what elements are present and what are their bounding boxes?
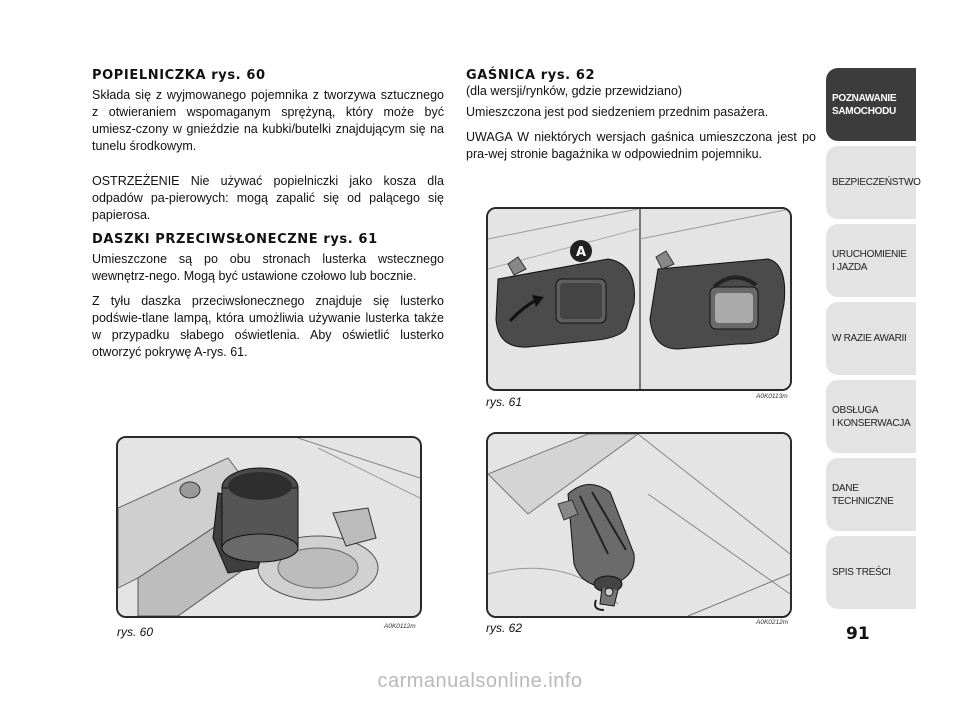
left-column [92, 68, 444, 369]
figure-60-ashtray [116, 436, 422, 618]
extinguisher-subtitle: (dla wersji/rynków, gdzie przewidziano) [466, 84, 683, 98]
figure-61-caption: rys. 61 [486, 395, 523, 409]
figure-60-code: A0K0112m [384, 623, 416, 630]
tab-spis-tresci[interactable]: SPIS TREŚCI [826, 536, 916, 609]
watermark: carmanualsonline.info [377, 670, 583, 692]
right-column [466, 68, 816, 171]
visors-text-1: Umieszczone są po obu stronach lusterka wstecznego wewnętrz-nego. Mogą być ustawione czołowo lub bocznie. [92, 252, 444, 283]
extinguisher-heading: GAŚNICA rys. 62 [466, 68, 596, 83]
tab-obsluga-i-konserwacja[interactable]: OBSŁUGA I KONSERWACJA [826, 380, 916, 453]
sun-visors-illustration [488, 209, 790, 389]
visors-text-2: Z tyłu daszka przeciwsłonecznego znajduje się lusterko podświe-tlane lampą, która umożliwia używanie lusterka także w przypadku słabego oświetlenia. Aby oświetlić lusterko otworzyć pokrywę A-rys. 61. [92, 294, 444, 359]
figure-62-caption: rys. 62 [486, 621, 523, 635]
page-number: 91 [846, 624, 870, 644]
extinguisher-illustration [488, 434, 790, 616]
marker-a: A [575, 245, 587, 260]
tab-uruchomienie-i-jazda[interactable]: URUCHOMIENIE I JAZDA [826, 224, 916, 297]
figure-62-extinguisher [486, 432, 792, 618]
extinguisher-text: Umieszczona jest pod siedzeniem przednim pasażera. [466, 105, 769, 119]
ashtray-heading: POPIELNICZKA rys. 60 [92, 68, 266, 83]
tab-dane-techniczne[interactable]: DANE TECHNICZNE [826, 458, 916, 531]
figure-60-caption: rys. 60 [117, 625, 154, 639]
section-tabs [826, 68, 921, 614]
ashtray-illustration [118, 438, 420, 616]
figure-61-code: A0K0113m [756, 393, 788, 400]
figure-61-sun-visors [486, 207, 792, 391]
figure-62-code: A0K0212m [756, 619, 789, 626]
ashtray-text: Składa się z wyjmowanego pojemnika z tworzywa sztucznego z otwieraniem wspomaganym sprężyną, który może być umiesz-czony w gnieździe na kubki/butelki znajdującym się na tunelu środkowym. [92, 88, 444, 153]
tab-poznawanie-samochodu[interactable]: POZNAWANIE SAMOCHODU [826, 68, 916, 141]
ashtray-warning: OSTRZEŻENIE Nie używać popielniczki jako kosza dla odpadów pa-pierowych: mogą zapalić się od palącego się papierosa. [92, 174, 444, 222]
tab-bezpieczenstwo[interactable]: BEZPIECZEŃSTWO [826, 146, 916, 219]
tab-w-razie-awarii[interactable]: W RAZIE AWARII [826, 302, 916, 375]
extinguisher-note: UWAGA W niektórych wersjach gaśnica umieszczona jest po pra-wej stronie bagażnika w odpowiednim pojemniku. [466, 130, 816, 161]
visors-heading: DASZKI PRZECIWSŁONECZNE rys. 61 [92, 232, 378, 247]
